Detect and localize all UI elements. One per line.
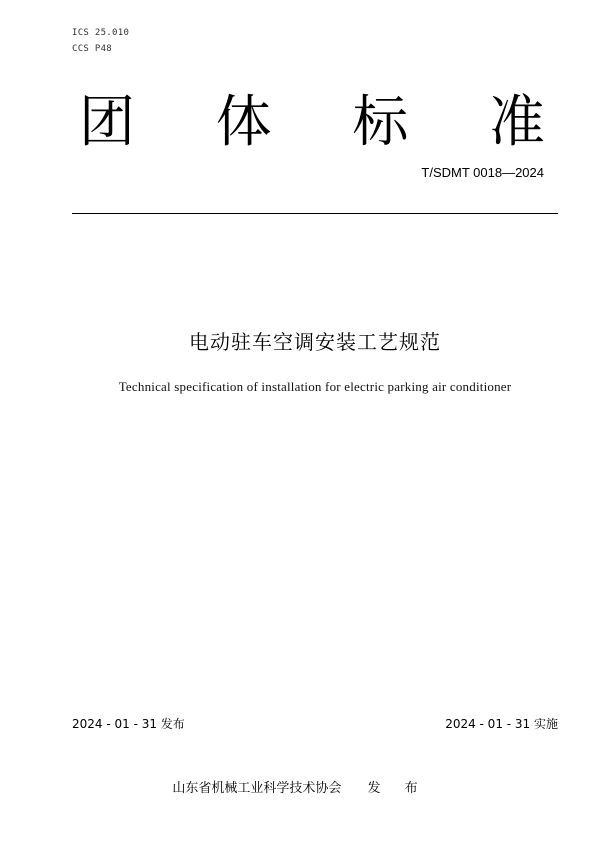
document-type-char-1: 团 bbox=[79, 90, 135, 155]
document-type-char-4: 准 bbox=[488, 90, 545, 155]
document-title-english: Technical specification of installation for electric parking air conditioner bbox=[118, 379, 512, 394]
publisher-name: 山东省机械工业科学技术协会 bbox=[172, 781, 342, 796]
document-type-char-2: 体 bbox=[215, 90, 272, 155]
header-divider bbox=[72, 213, 558, 214]
ccs-code: CCS P48 bbox=[72, 44, 113, 54]
effective-date: 2024 - 01 - 31 实施 bbox=[445, 717, 558, 731]
issue-date: 2024 - 01 - 31 发布 bbox=[72, 717, 185, 731]
document-title-chinese: 电动驻车空调安装工艺规范 bbox=[189, 330, 441, 354]
publisher-line bbox=[0, 777, 600, 796]
publish-action: 发 布 bbox=[367, 781, 428, 796]
document-type-char-3: 标 bbox=[352, 90, 409, 155]
standard-number: T/SDMT 0018—2024 bbox=[421, 165, 544, 180]
document-type-heading bbox=[72, 88, 552, 158]
ics-code: ICS 25.010 bbox=[72, 28, 130, 38]
